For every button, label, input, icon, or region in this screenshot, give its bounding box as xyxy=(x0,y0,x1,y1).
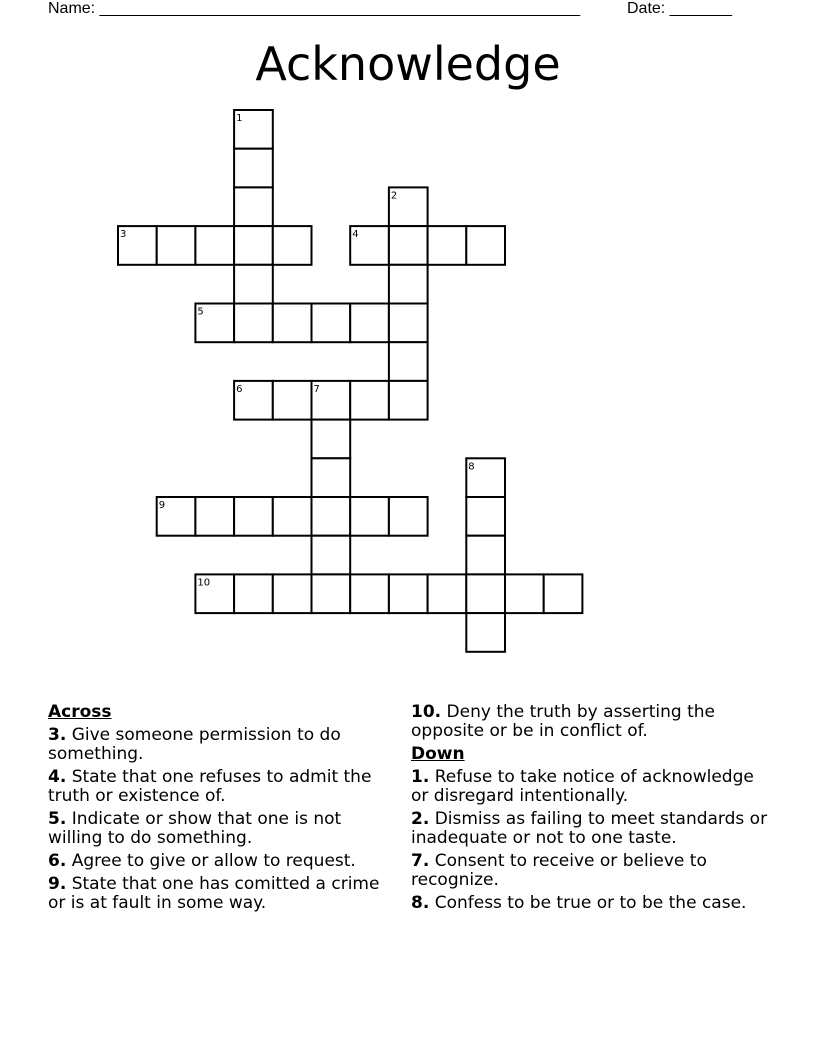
clue-text: Indicate or show that one is not willing to do something. xyxy=(48,809,342,848)
grid-cell[interactable] xyxy=(273,381,312,420)
grid-cell[interactable] xyxy=(273,226,312,265)
grid-cell[interactable] xyxy=(505,574,544,613)
clue-across-10 xyxy=(411,703,771,741)
grid-cell[interactable] xyxy=(273,574,312,613)
clue-text: Deny the truth by asserting the opposite or be in conflict of. xyxy=(411,702,715,741)
grid-cell[interactable] xyxy=(389,265,428,304)
clues-right-column xyxy=(411,703,771,917)
cell-number: 3 xyxy=(120,229,127,241)
grid-cell[interactable] xyxy=(466,613,505,652)
grid-cell[interactable] xyxy=(312,536,351,575)
cell-number: 9 xyxy=(158,500,166,511)
grid-cell[interactable] xyxy=(428,226,467,265)
clue-number: 2. xyxy=(411,809,430,829)
grid-cell[interactable] xyxy=(389,304,428,343)
grid-cell[interactable] xyxy=(234,110,273,149)
grid-cell[interactable] xyxy=(118,226,157,265)
clue-number: 5. xyxy=(48,809,67,829)
clue-text: State that one has comitted a crime or is at fault in some way. xyxy=(48,874,380,913)
cell-number: 5 xyxy=(197,306,204,318)
grid-cell[interactable] xyxy=(234,226,273,265)
grid-cell[interactable] xyxy=(234,304,273,343)
clue-text: Dismiss as failing to meet standards or inadequate or not to one taste. xyxy=(411,809,768,848)
clue-across-6 xyxy=(48,852,388,871)
page-title: Acknowledge xyxy=(255,37,561,91)
date-field-label: Date: _______ xyxy=(627,0,732,17)
grid-cell[interactable] xyxy=(389,574,428,613)
grid-cell[interactable] xyxy=(312,420,351,459)
name-field-label: Name: ______________________________________________________ xyxy=(48,0,581,17)
clue-number: 1. xyxy=(411,767,430,787)
grid-cell[interactable] xyxy=(389,381,428,420)
grid-cell[interactable] xyxy=(273,304,312,343)
grid-cell[interactable] xyxy=(273,497,312,536)
down-heading: Down xyxy=(411,744,465,764)
cell-number: 2 xyxy=(390,190,398,202)
clue-number: 8. xyxy=(411,893,430,913)
clue-number: 9. xyxy=(48,874,67,894)
cell-number: 4 xyxy=(352,229,359,241)
clue-across-4 xyxy=(48,768,388,806)
across-heading: Across xyxy=(48,702,112,722)
clue-text: Refuse to take notice of acknowledge or disregard intentionally. xyxy=(411,767,754,806)
grid-cell[interactable] xyxy=(157,226,196,265)
grid-cell[interactable] xyxy=(234,187,273,226)
clue-text: State that one refuses to admit the truth or existence of. xyxy=(48,767,372,806)
clue-across-3 xyxy=(48,726,388,764)
grid-cell[interactable] xyxy=(312,381,351,420)
grid-cell[interactable] xyxy=(312,497,351,536)
cell-number: 10 xyxy=(197,577,211,589)
clue-text: Consent to receive or believe to recognize. xyxy=(411,851,707,890)
grid-cell[interactable] xyxy=(428,574,467,613)
clue-down-7 xyxy=(411,852,771,890)
grid-cell[interactable] xyxy=(389,497,428,536)
grid-cell[interactable] xyxy=(350,226,389,265)
grid-cell[interactable] xyxy=(234,149,273,188)
clues-left-column xyxy=(48,703,388,917)
clue-text: Agree to give or allow to request. xyxy=(66,851,356,871)
clue-number: 3. xyxy=(48,725,67,745)
clue-down-8 xyxy=(411,894,771,913)
clue-text: Give someone permission to do something. xyxy=(48,725,341,764)
grid-cell[interactable] xyxy=(195,304,234,343)
cell-number: 1 xyxy=(236,113,243,124)
grid-cell[interactable] xyxy=(466,497,505,536)
grid-cell[interactable] xyxy=(234,574,273,613)
clue-across-5 xyxy=(48,810,388,848)
grid-cell[interactable] xyxy=(195,226,234,265)
clue-down-2 xyxy=(411,810,771,848)
grid-cell[interactable] xyxy=(389,226,428,265)
grid-cell[interactable] xyxy=(195,574,234,613)
clue-number: 6. xyxy=(48,851,67,871)
grid-cell[interactable] xyxy=(389,342,428,381)
grid-cell[interactable] xyxy=(312,304,351,343)
grid-cell[interactable] xyxy=(195,497,234,536)
grid-cell[interactable] xyxy=(466,574,505,613)
grid-cell[interactable] xyxy=(544,574,583,613)
grid-cell[interactable] xyxy=(350,574,389,613)
grid-cell[interactable] xyxy=(312,458,351,497)
cell-number: 8 xyxy=(468,461,475,473)
grid-cell[interactable] xyxy=(350,497,389,536)
cell-number: 6 xyxy=(236,383,243,395)
clue-number: 10. xyxy=(411,702,442,722)
clue-across-9 xyxy=(48,875,388,913)
clue-number: 4. xyxy=(48,767,67,787)
clue-number: 7. xyxy=(411,851,430,871)
grid-cell[interactable] xyxy=(466,226,505,265)
grid-cell[interactable] xyxy=(389,187,428,226)
grid-cell[interactable] xyxy=(350,381,389,420)
grid-cell[interactable] xyxy=(234,381,273,420)
grid-cell[interactable] xyxy=(350,304,389,343)
grid-cell[interactable] xyxy=(234,497,273,536)
grid-cell[interactable] xyxy=(157,497,196,536)
clue-down-1 xyxy=(411,768,771,806)
grid-cell[interactable] xyxy=(466,536,505,575)
clue-text: Confess to be true or to be the case. xyxy=(429,893,747,913)
grid-cell[interactable] xyxy=(234,265,273,304)
grid-cell[interactable] xyxy=(466,458,505,497)
cell-number: 7 xyxy=(313,383,320,395)
grid-cell[interactable] xyxy=(312,574,351,613)
